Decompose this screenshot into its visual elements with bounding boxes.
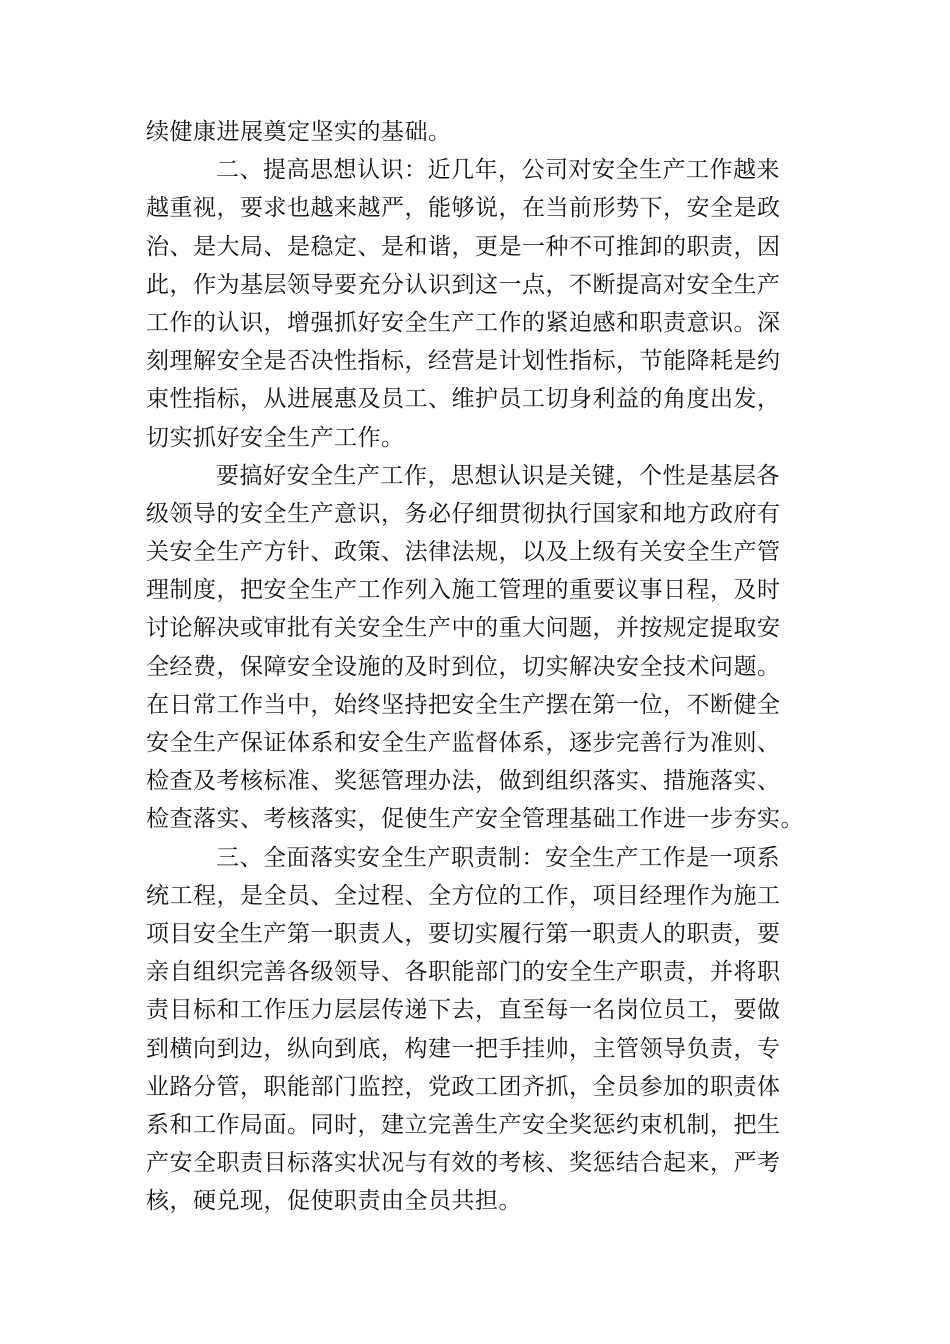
text-line: 束性指标，从进展惠及员工、维护员工切身利益的角度出发，: [146, 386, 781, 413]
text-line: 续健康进展奠定坚实的基础。: [146, 119, 452, 145]
text-line: 关安全生产方针、政策、法律法规，以及上级有关安全生产管: [146, 539, 781, 566]
paragraph: [146, 839, 806, 1221]
document-body: [146, 113, 806, 1220]
paragraph: [146, 151, 806, 457]
text-line: 安全生产保证体系和安全生产监督体系，逐步完善行为准则、: [146, 730, 781, 756]
text-line: 级领导的安全生产意识，务必仔细贯彻执行国家和地方政府有: [146, 500, 781, 527]
text-line: 工作的认识，增强抓好安全生产工作的紧迫感和职责意识。深: [146, 309, 781, 336]
text-line: 责目标和工作压力层层传递下去，直至每一名岗位员工，要做: [146, 997, 781, 1024]
paragraph: [146, 457, 806, 839]
text-line: 二、提高思想认识：近几年，公司对安全生产工作越来: [216, 157, 780, 184]
text-line: 到横向到边，纵向到底，构建一把手挂帅，主管领导负责，专: [146, 1035, 781, 1062]
text-line: 三、全面落实安全生产职责制：安全生产工作是一项系: [216, 844, 780, 871]
text-line: 理制度，把安全生产工作列入施工管理的重要议事日程，及时: [146, 577, 781, 604]
text-line: 全经费，保障安全设施的及时到位，切实解决安全技术问题。: [146, 653, 781, 680]
text-line: 统工程，是全员、全过程、全方位的工作，项目经理作为施工: [146, 882, 781, 909]
text-line: 治、是大局、是稳定、是和谐，更是一种不可推卸的职责，因: [146, 233, 781, 260]
text-line: 讨论解决或审批有关安全生产中的重大问题，并按规定提取安: [146, 615, 781, 642]
text-line: 业路分管，职能部门监控，党政工团齐抓，全员参加的职责体: [146, 1073, 781, 1100]
text-line: 在日常工作当中，始终坚持把安全生产摆在第一位，不断健全: [146, 691, 781, 718]
text-line: 此，作为基层领导要充分认识到这一点，不断提高对安全生产: [146, 271, 781, 298]
text-line: 系和工作局面。同时，建立完善生产安全奖惩约束机制，把生: [146, 1111, 781, 1138]
text-line: 项目安全生产第一职责人，要切实履行第一职责人的职责，要: [146, 920, 781, 947]
text-line: 检查落实、考核落实，促使生产安全管理基础工作进一步夯实。: [146, 806, 804, 833]
text-line: 产安全职责目标落实状况与有效的考核、奖惩结合起来，严考: [146, 1150, 781, 1177]
text-line: 检查及考核标准、奖惩管理办法，做到组织落实、措施落实、: [146, 768, 781, 795]
text-line: 核，硬兑现，促使职责由全员共担。: [146, 1188, 522, 1215]
text-line: 要搞好安全生产工作，思想认识是关键，个性是基层各: [216, 462, 780, 489]
text-line: 亲自组织完善各级领导、各职能部门的安全生产职责，并将职: [146, 959, 781, 986]
paragraph: [146, 113, 806, 151]
text-line: 刻理解安全是否决性指标，经营是计划性指标，节能降耗是约: [146, 348, 781, 375]
text-line: 越重视，要求也越来越严，能够说，在当前形势下，安全是政: [146, 195, 781, 222]
text-line: 切实抓好安全生产工作。: [146, 424, 405, 451]
